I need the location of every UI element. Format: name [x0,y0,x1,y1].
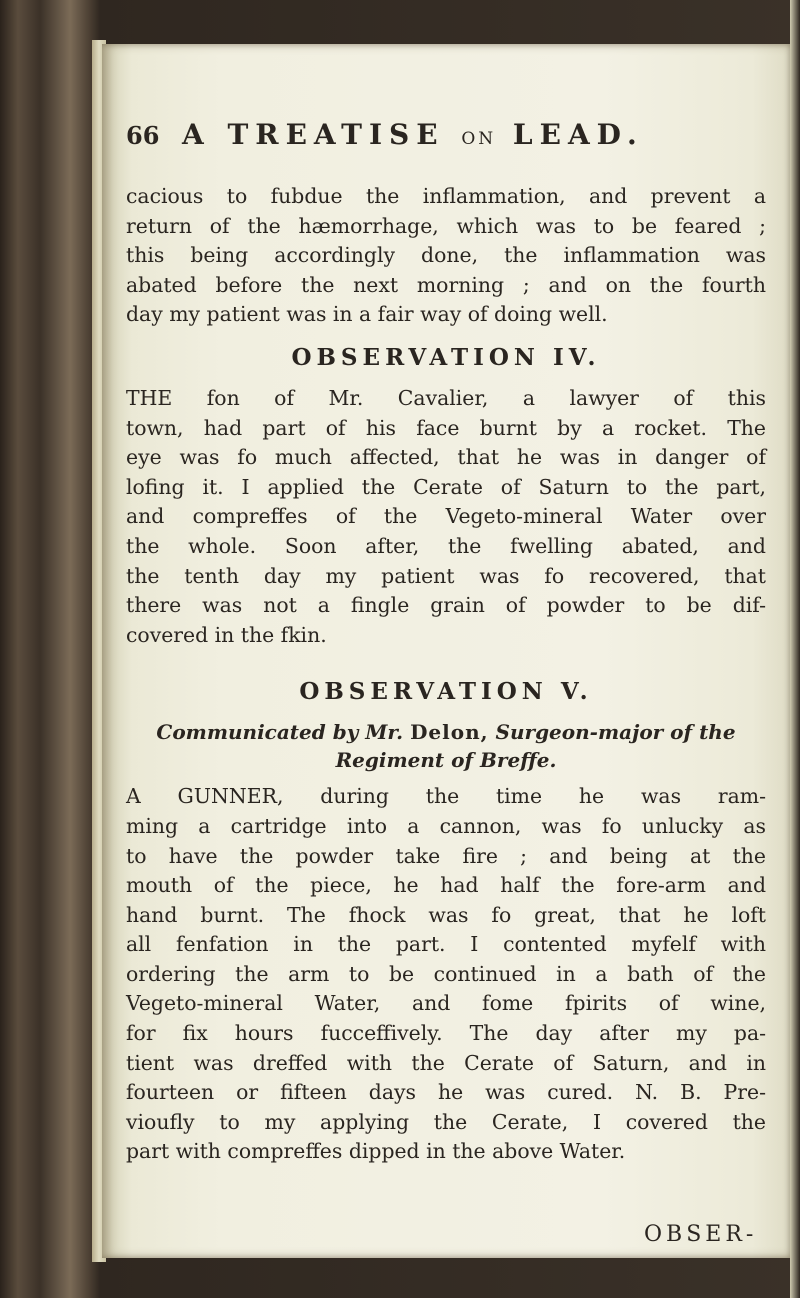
text-line: to have the powder take fire ; and being at the [126,843,766,868]
paragraph-continued [126,182,766,330]
text-line: hand burnt. The fhock was fo great, that he loft [126,902,766,927]
observation-v-heading: OBSERVATION V. [299,678,593,706]
text-line: the whole. Soon after, the fwelling abated, and [126,533,766,558]
text-line: THE fon of Mr. Cavalier, a lawyer of this [126,385,766,410]
observation-iv-heading: OBSERVATION IV. [291,343,601,371]
catchword: OBSER- [644,1222,758,1247]
text-line: fourteen or fifteen days he was cured. N. B. Pre- [126,1080,766,1105]
communicated-by-line: Communicated by Mr. Delon, Surgeon-major of the [156,720,736,745]
text-line: return of the hæmorrhage, which was to be feared ; [126,213,766,238]
text-line: cacious to fubdue the inflammation, and prevent a [126,184,766,208]
text-line: this being accordingly done, the inflammation was [126,243,766,268]
text-line: for fix hours fucceffively. The day after my pa- [126,1021,766,1046]
text-line: tient was dreffed with the Cerate of Saturn, and in [126,1050,766,1075]
observation-v-text [126,782,766,1167]
text-line: all fenfation in the part. I contented myfelf with [126,932,766,957]
surgeon-name: Delon, [410,720,489,745]
running-header [126,118,766,170]
observation-iv-text [126,384,766,650]
text-line: ming a cartridge into a cannon, was fo unlucky as [126,813,766,838]
text-line: there was not a fingle grain of powder to be dif- [126,593,766,618]
text-line: eye was fo much affected, that he was in danger of [126,445,766,470]
page-number: 66 [126,121,160,150]
text-line: abated before the next morning ; and on the fourth [126,272,766,297]
text-line: vioufly to my applying the Cerate, I covered the [126,1109,766,1134]
text-line: part with compreffes dipped in the above Water. [126,1139,626,1164]
text-line: covered in the fkin. [126,622,327,647]
text-line: town, had part of his face burnt by a rocket. The [126,415,766,440]
text-line: mouth of the piece, he had half the fore-arm and [126,873,766,898]
text-line: Vegeto-mineral Water, and fome fpirits of wine, [126,991,766,1016]
text-line: lofing it. I applied the Cerate of Saturn to the part, [126,474,766,499]
page-content [126,118,766,1167]
text-line: ordering the arm to be continued in a bath of the [126,961,766,986]
regiment-line: Regiment of Breffe. [335,748,557,773]
text-line: the tenth day my patient was fo recovered, that [126,563,766,588]
running-title: A TREATISE ON LEAD. [182,118,644,151]
text-line: A GUNNER, during the time he was ram- [126,784,766,809]
text-line: and compreffes of the Vegeto-mineral Water over [126,504,766,529]
page-right-edge [790,0,800,1298]
text-line: day my patient was in a fair way of doing well. [126,302,608,327]
